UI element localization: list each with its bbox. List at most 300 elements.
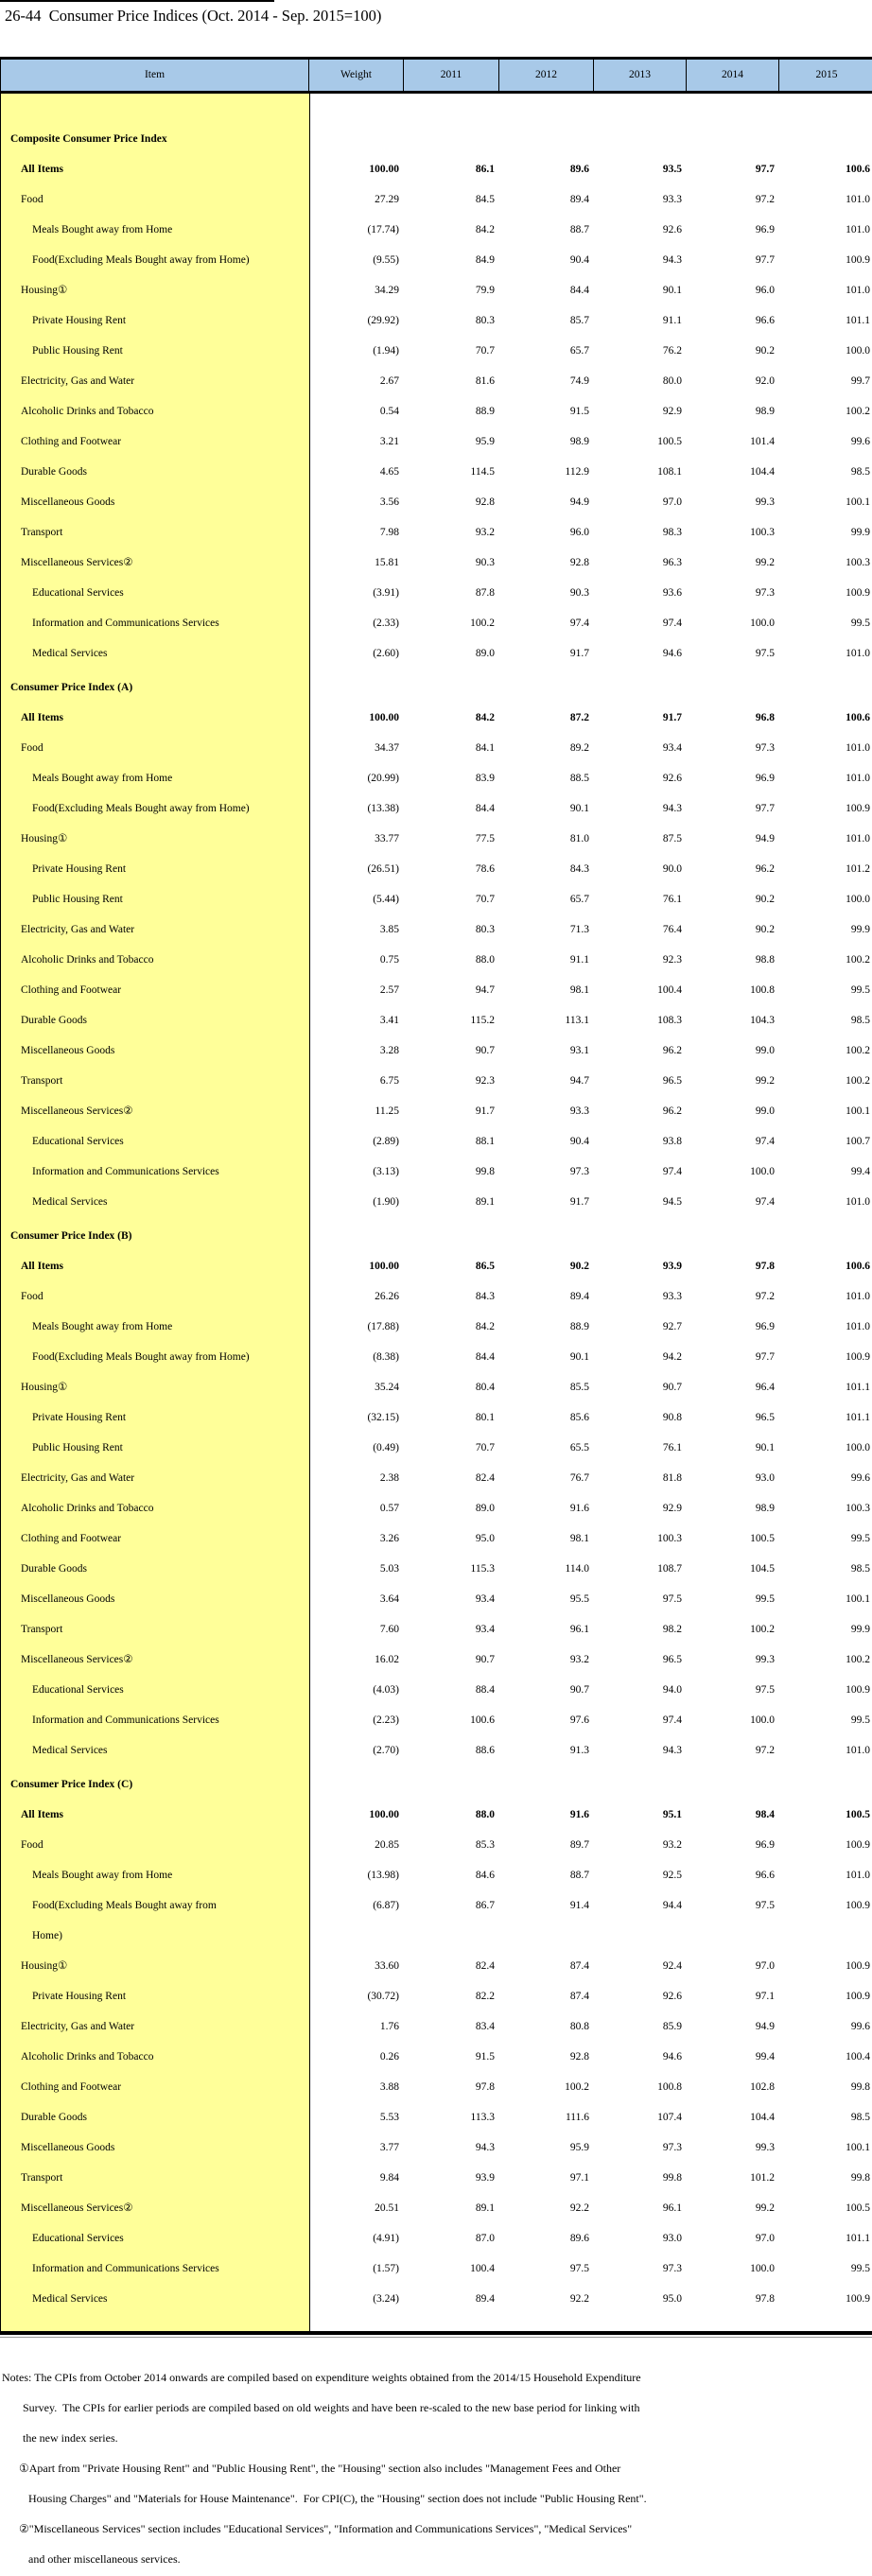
note-line: Notes: The CPIs from October 2014 onwards are compiled based on expenditure weights obtained from the 2014/15 Household Expenditure <box>2 2371 641 2384</box>
value-cell: 101.0 <box>846 648 870 659</box>
value-cell: (9.55) <box>373 254 399 266</box>
value-cell: (3.91) <box>373 587 399 599</box>
value-cell: 113.1 <box>565 1015 589 1026</box>
value-cell: 99.8 <box>850 2081 870 2093</box>
value-cell: 91.7 <box>569 1196 589 1208</box>
value-cell: (20.99) <box>367 773 399 784</box>
header-cell-item: Item <box>1 60 309 91</box>
value-cell: 88.0 <box>475 954 495 966</box>
item-label-cell: Information and Communications Services <box>32 618 219 629</box>
value-cell: 90.1 <box>569 803 589 814</box>
value-cell: 99.8 <box>850 2172 870 2184</box>
table-section <box>1 124 872 669</box>
table-row <box>1 1036 872 1066</box>
item-label-cell: Food <box>21 194 44 205</box>
value-cell: 97.3 <box>662 2263 682 2274</box>
value-cell: 97.7 <box>755 1351 775 1363</box>
value-cell: 94.6 <box>662 648 682 659</box>
value-cell: 100.5 <box>846 1809 870 1820</box>
value-cell: 3.41 <box>379 1015 399 1026</box>
value-cell: 86.5 <box>475 1261 495 1272</box>
value-cell: 100.9 <box>846 587 870 599</box>
value-cell: 94.3 <box>475 2142 495 2153</box>
value-cell: 90.1 <box>569 1351 589 1363</box>
value-cell: (2.70) <box>373 1745 399 1756</box>
value-cell: 101.0 <box>846 224 870 235</box>
table-row <box>1 2072 872 2102</box>
table-row <box>1 638 872 669</box>
value-cell: 3.88 <box>379 2081 399 2093</box>
value-cell: (26.51) <box>367 863 399 875</box>
item-label-cell: Food <box>21 742 44 754</box>
value-cell: 96.3 <box>662 557 682 568</box>
value-cell: 96.9 <box>755 773 775 784</box>
value-cell: 100.5 <box>750 1533 775 1544</box>
value-cell: 92.8 <box>569 2051 589 2063</box>
value-cell: 88.1 <box>475 1136 495 1147</box>
value-cell: 90.8 <box>662 1412 682 1423</box>
section-header-row <box>1 1221 872 1251</box>
item-label-cell: Food <box>21 1291 44 1302</box>
value-cell: 97.0 <box>755 1960 775 1972</box>
item-label-cell: Food <box>21 1839 44 1851</box>
value-cell: 99.5 <box>755 1593 775 1605</box>
value-cell: 100.00 <box>369 1809 399 1820</box>
value-cell: 100.0 <box>750 1166 775 1177</box>
value-cell: 85.9 <box>662 2021 682 2032</box>
value-cell: 6.75 <box>379 1075 399 1087</box>
value-cell: 98.8 <box>755 954 775 966</box>
value-cell: 96.5 <box>755 1412 775 1423</box>
table-row <box>1 733 872 763</box>
value-cell: 84.2 <box>475 224 495 235</box>
value-cell: 100.8 <box>657 2081 682 2093</box>
value-cell: 93.3 <box>569 1105 589 1117</box>
value-cell: 100.0 <box>750 2263 775 2274</box>
value-cell: 2.67 <box>379 375 399 387</box>
value-cell: 101.4 <box>750 436 775 447</box>
value-cell: (1.94) <box>373 345 399 357</box>
value-cell: 34.37 <box>375 742 399 754</box>
value-cell: 97.4 <box>569 618 589 629</box>
value-cell: 82.2 <box>475 1991 495 2002</box>
value-cell: 111.6 <box>565 2112 589 2123</box>
value-cell: 65.7 <box>569 345 589 357</box>
value-cell: 97.2 <box>755 1291 775 1302</box>
value-cell: 100.6 <box>846 1261 870 1272</box>
value-cell: 101.0 <box>846 1321 870 1332</box>
value-cell: 91.7 <box>569 648 589 659</box>
value-cell: 90.7 <box>662 1382 682 1393</box>
value-cell: 99.4 <box>850 1166 870 1177</box>
value-cell: 94.2 <box>662 1351 682 1363</box>
section-header-row <box>1 672 872 703</box>
value-cell: 101.0 <box>846 194 870 205</box>
value-cell: (30.72) <box>367 1991 399 2002</box>
value-cell: 93.1 <box>569 1045 589 1056</box>
value-cell: 96.0 <box>569 527 589 538</box>
value-cell: 84.5 <box>475 194 495 205</box>
value-cell: 91.3 <box>569 1745 589 1756</box>
value-cell: 80.0 <box>662 375 682 387</box>
value-cell: 99.3 <box>755 496 775 508</box>
value-cell: 100.2 <box>846 1045 870 1056</box>
value-cell: 93.3 <box>662 1291 682 1302</box>
value-cell: 90.4 <box>569 254 589 266</box>
table-row <box>1 1584 872 1614</box>
value-cell: 100.3 <box>750 527 775 538</box>
table-row <box>1 945 872 975</box>
value-cell: 93.4 <box>662 742 682 754</box>
item-label-cell: Food(Excluding Meals Bought away from Home) <box>32 803 250 814</box>
value-cell: 97.3 <box>755 742 775 754</box>
section-title: Composite Consumer Price Index <box>10 133 167 145</box>
value-cell: 99.5 <box>850 2263 870 2274</box>
value-cell: 70.7 <box>475 894 495 905</box>
table-row <box>1 1312 872 1342</box>
value-cell: 100.1 <box>846 1593 870 1605</box>
value-cell: 96.0 <box>755 285 775 296</box>
item-label-cell: Housing① <box>21 833 68 844</box>
item-label-cell: Transport <box>21 1075 63 1087</box>
item-label-cell: Transport <box>21 527 63 538</box>
table-row <box>1 245 872 275</box>
table-row <box>1 2163 872 2193</box>
section-header-row <box>1 124 872 154</box>
section-header-row <box>1 1769 872 1800</box>
value-cell: 7.98 <box>379 527 399 538</box>
value-cell: 87.4 <box>569 1991 589 2002</box>
table-row <box>1 1281 872 1312</box>
value-cell: 99.6 <box>850 2021 870 2032</box>
value-cell: 82.4 <box>475 1472 495 1484</box>
value-cell: 2.38 <box>379 1472 399 1484</box>
value-cell: 96.9 <box>755 224 775 235</box>
value-cell: 93.3 <box>662 194 682 205</box>
section-title: Consumer Price Index (C) <box>10 1779 133 1790</box>
value-cell: 94.9 <box>569 496 589 508</box>
item-label-cell <box>1 1890 309 1951</box>
value-cell: 92.2 <box>569 2202 589 2214</box>
value-cell: 91.1 <box>569 954 589 966</box>
value-cell: 97.5 <box>755 1684 775 1696</box>
value-cell: 99.5 <box>850 984 870 996</box>
value-cell: 97.3 <box>662 2142 682 2153</box>
value-cell: 93.2 <box>475 527 495 538</box>
value-cell: 101.1 <box>846 2233 870 2244</box>
value-cell: 93.2 <box>662 1839 682 1851</box>
value-cell: (5.44) <box>373 894 399 905</box>
item-label-cell: Miscellaneous Services② <box>21 2202 133 2214</box>
value-cell: 1.76 <box>379 2021 399 2032</box>
value-cell: 98.3 <box>662 527 682 538</box>
table-section <box>1 1769 872 2314</box>
value-cell: 87.5 <box>662 833 682 844</box>
value-cell: 100.9 <box>846 1960 870 1972</box>
header-cell-2015: 2015 <box>779 60 872 91</box>
table-row <box>1 154 872 184</box>
table-row <box>1 1614 872 1645</box>
value-cell: 88.9 <box>475 406 495 417</box>
value-cell: 99.4 <box>755 2051 775 2063</box>
value-cell: 84.2 <box>475 1321 495 1332</box>
value-cell: 98.5 <box>850 2112 870 2123</box>
value-cell: 108.1 <box>657 466 682 478</box>
table-row <box>1 2193 872 2223</box>
value-cell: 99.2 <box>755 2202 775 2214</box>
value-cell: 0.54 <box>379 406 399 417</box>
value-cell: 90.4 <box>569 1136 589 1147</box>
value-cell: 100.0 <box>846 894 870 905</box>
value-cell: (29.92) <box>367 315 399 326</box>
item-label-cell: Information and Communications Services <box>32 1714 219 1726</box>
value-cell: 100.8 <box>750 984 775 996</box>
table-row <box>1 1951 872 1981</box>
value-cell: 100.7 <box>846 1136 870 1147</box>
table-row <box>1 1251 872 1281</box>
value-cell: 100.9 <box>846 803 870 814</box>
value-cell: 100.4 <box>846 2051 870 2063</box>
item-label-cell: Meals Bought away from Home <box>32 1321 173 1332</box>
header-cell-2014: 2014 <box>687 60 779 91</box>
value-cell: 84.6 <box>475 1870 495 1881</box>
value-cell: 104.4 <box>750 2112 775 2123</box>
value-cell: 99.3 <box>755 2142 775 2153</box>
value-cell: 0.57 <box>379 1503 399 1514</box>
item-label-cell: Electricity, Gas and Water <box>21 375 135 387</box>
value-cell: (2.33) <box>373 618 399 629</box>
item-label-cell: All Items <box>21 164 64 175</box>
value-cell: 89.2 <box>569 742 589 754</box>
table-row <box>1 1342 872 1372</box>
value-cell: 94.7 <box>569 1075 589 1087</box>
value-cell: 89.1 <box>475 1196 495 1208</box>
table-row <box>1 763 872 793</box>
item-label-cell: Educational Services <box>32 2233 124 2244</box>
cpi-table <box>0 57 872 2338</box>
table-row <box>1 1981 872 2011</box>
table-row <box>1 1005 872 1036</box>
item-label-cell: Alcoholic Drinks and Tobacco <box>21 1503 154 1514</box>
value-cell: 88.9 <box>569 1321 589 1332</box>
table-row <box>1 703 872 733</box>
table-row <box>1 1735 872 1766</box>
value-cell: (4.91) <box>373 2233 399 2244</box>
value-cell: 0.75 <box>379 954 399 966</box>
value-cell: 91.6 <box>569 1809 589 1820</box>
value-cell: 88.5 <box>569 773 589 784</box>
value-cell: 84.4 <box>475 1351 495 1363</box>
value-cell: 3.26 <box>379 1533 399 1544</box>
value-cell: 96.9 <box>755 1321 775 1332</box>
value-cell: 100.9 <box>846 1684 870 1696</box>
table-row <box>1 1372 872 1402</box>
value-cell: 87.4 <box>569 1960 589 1972</box>
value-cell: 93.0 <box>662 2233 682 2244</box>
value-cell: 76.2 <box>662 345 682 357</box>
value-cell: 92.8 <box>475 496 495 508</box>
value-cell: 98.1 <box>569 984 589 996</box>
item-label-cell: Miscellaneous Goods <box>21 2142 115 2153</box>
value-cell: 34.29 <box>375 285 399 296</box>
item-label-cell: Alcoholic Drinks and Tobacco <box>21 2051 154 2063</box>
item-label-cell: Clothing and Footwear <box>21 984 122 996</box>
value-cell: 89.4 <box>569 194 589 205</box>
item-label-cell: Durable Goods <box>21 1563 87 1575</box>
value-cell: 96.4 <box>755 1382 775 1393</box>
value-cell: 87.0 <box>475 2233 495 2244</box>
value-cell: 100.00 <box>369 1261 399 1272</box>
value-cell: 97.8 <box>755 1261 775 1272</box>
value-cell: 100.6 <box>846 712 870 723</box>
value-cell: 86.7 <box>475 1900 495 1911</box>
value-cell: 97.5 <box>569 2263 589 2274</box>
value-cell: 100.9 <box>846 1991 870 2002</box>
table-row <box>1 487 872 517</box>
value-cell: 99.5 <box>850 618 870 629</box>
value-cell: 89.4 <box>475 2293 495 2305</box>
value-cell: 84.2 <box>475 712 495 723</box>
table-row <box>1 1493 872 1523</box>
value-cell: 89.0 <box>475 1503 495 1514</box>
table-header-row <box>0 57 872 94</box>
value-cell: 97.7 <box>755 803 775 814</box>
item-label-cell: All Items <box>21 712 64 723</box>
value-cell: 101.2 <box>846 863 870 875</box>
item-label-cell: Meals Bought away from Home <box>32 773 173 784</box>
table-bottom-shadow <box>0 2337 872 2338</box>
item-label-cell: Housing① <box>21 1960 68 1972</box>
value-cell: 94.9 <box>755 833 775 844</box>
item-label-line: Home) <box>32 1930 62 1941</box>
value-cell: 83.4 <box>475 2021 495 2032</box>
value-cell: 101.1 <box>846 1412 870 1423</box>
table-row <box>1 1066 872 1096</box>
value-cell: 99.0 <box>755 1105 775 1117</box>
value-cell: 100.9 <box>846 1900 870 1911</box>
value-cell: 96.5 <box>662 1075 682 1087</box>
value-cell: 11.25 <box>375 1105 399 1117</box>
value-cell: 26.26 <box>375 1291 399 1302</box>
value-cell: 90.2 <box>755 345 775 357</box>
value-cell: (32.15) <box>367 1412 399 1423</box>
value-cell: 83.9 <box>475 773 495 784</box>
value-cell: 95.0 <box>662 2293 682 2305</box>
notes <box>0 2362 872 2574</box>
value-cell: 100.0 <box>846 345 870 357</box>
value-cell: 76.7 <box>569 1472 589 1484</box>
value-cell: 76.1 <box>662 1442 682 1453</box>
item-label-cell: Electricity, Gas and Water <box>21 924 135 935</box>
value-cell: 90.1 <box>662 285 682 296</box>
note-line: ①Apart from "Private Housing Rent" and "Public Housing Rent", the "Housing" section also includes "Management Fees and Other <box>19 2462 621 2475</box>
value-cell: 92.3 <box>475 1075 495 1087</box>
value-cell: 88.7 <box>569 224 589 235</box>
value-cell: (2.23) <box>373 1714 399 1726</box>
value-cell: 86.1 <box>475 164 495 175</box>
table-row <box>1 396 872 426</box>
value-cell: (1.90) <box>373 1196 399 1208</box>
item-label-cell: Medical Services <box>32 648 108 659</box>
table-row <box>1 578 872 608</box>
table-row <box>1 1675 872 1705</box>
table-row <box>1 1800 872 1830</box>
value-cell: (6.87) <box>373 1900 399 1911</box>
value-cell: 88.4 <box>475 1684 495 1696</box>
value-cell: 93.4 <box>475 1624 495 1635</box>
value-cell: 100.00 <box>369 712 399 723</box>
value-cell: 101.2 <box>750 2172 775 2184</box>
value-cell: 91.1 <box>662 315 682 326</box>
table-row <box>1 2011 872 2042</box>
table-row <box>1 184 872 215</box>
item-label-cell: Educational Services <box>32 587 124 599</box>
value-cell: 100.6 <box>470 1714 495 1726</box>
value-cell: 82.4 <box>475 1960 495 1972</box>
value-cell: 93.6 <box>662 587 682 599</box>
table-row <box>1 305 872 336</box>
value-cell: 99.2 <box>755 1075 775 1087</box>
value-cell: 115.2 <box>470 1015 495 1026</box>
value-cell: 97.4 <box>755 1196 775 1208</box>
value-cell: 93.0 <box>755 1472 775 1484</box>
table-row <box>1 1187 872 1217</box>
value-cell: 97.5 <box>662 1593 682 1605</box>
value-cell: 99.6 <box>850 1472 870 1484</box>
value-cell: 93.5 <box>662 164 682 175</box>
value-cell: 90.1 <box>755 1442 775 1453</box>
value-cell: 99.3 <box>755 1654 775 1665</box>
value-cell: 100.2 <box>846 406 870 417</box>
value-cell: 7.60 <box>379 1624 399 1635</box>
item-label-cell: Clothing and Footwear <box>21 436 122 447</box>
table-row <box>1 517 872 548</box>
value-cell: 100.3 <box>846 1503 870 1514</box>
table-row <box>1 426 872 457</box>
value-cell: 3.77 <box>379 2142 399 2153</box>
value-cell: 100.0 <box>750 1714 775 1726</box>
value-cell: 0.26 <box>379 2051 399 2063</box>
value-cell: 92.0 <box>755 375 775 387</box>
item-label-cell: Transport <box>21 2172 63 2184</box>
value-cell: (1.57) <box>373 2263 399 2274</box>
value-cell: 84.3 <box>475 1291 495 1302</box>
value-cell: 96.6 <box>755 1870 775 1881</box>
value-cell: (17.74) <box>367 224 399 235</box>
value-cell: 3.21 <box>379 436 399 447</box>
value-cell: 3.64 <box>379 1593 399 1605</box>
value-cell: 16.02 <box>375 1654 399 1665</box>
value-cell: 95.0 <box>475 1533 495 1544</box>
table-row <box>1 275 872 305</box>
value-cell: 91.7 <box>662 712 682 723</box>
value-cell: 84.9 <box>475 254 495 266</box>
value-cell: (4.03) <box>373 1684 399 1696</box>
table-row <box>1 2102 872 2132</box>
item-label-cell: Private Housing Rent <box>32 1412 127 1423</box>
value-cell: 3.28 <box>379 1045 399 1056</box>
item-label-cell: Meals Bought away from Home <box>32 224 173 235</box>
value-cell: 94.6 <box>662 2051 682 2063</box>
value-cell: 98.5 <box>850 466 870 478</box>
item-label-line: Food(Excluding Meals Bought away from <box>32 1900 217 1911</box>
header-cell-2011: 2011 <box>404 60 499 91</box>
value-cell: 3.85 <box>379 924 399 935</box>
value-cell: 70.7 <box>475 1442 495 1453</box>
value-cell: 107.4 <box>657 2112 682 2123</box>
item-label-cell: Durable Goods <box>21 1015 87 1026</box>
value-cell: 100.6 <box>846 164 870 175</box>
